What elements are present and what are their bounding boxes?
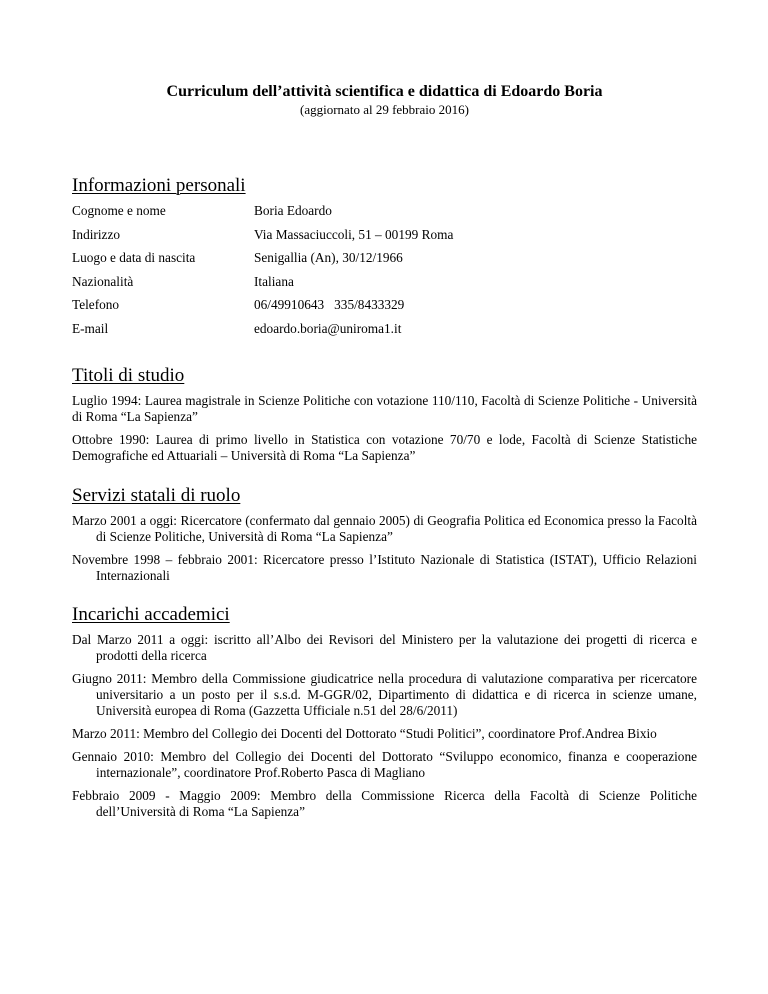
info-row <box>72 227 697 251</box>
section-heading-services: Servizi statali di ruolo <box>72 485 241 506</box>
document-body <box>72 82 697 827</box>
info-label: Telefono <box>72 297 120 312</box>
info-value: Senigallia (An), 30/12/1966 <box>254 250 403 265</box>
academic-entry: Gennaio 2010: Membro del Collegio dei Docenti del Dottorato “Sviluppo economico, finanza e cooperazione internazionale”, coordinatore Prof.Roberto Pasca di Magliano <box>72 749 697 780</box>
study-entry: Ottobre 1990: Laurea di primo livello in Statistica con votazione 70/70 e lode, Facoltà di Scienze Statistiche Demografiche ed Attuariali – Università di Roma “La Sapienza” <box>72 432 697 463</box>
section-heading-studies: Titoli di studio <box>72 365 185 386</box>
section-heading-personal-info: Informazioni personali <box>72 175 246 196</box>
section-heading-academic-roles: Incarichi accademici <box>72 604 230 625</box>
info-value: Italiana <box>254 273 294 289</box>
info-label: E-mail <box>72 320 109 336</box>
academic-entry: Dal Marzo 2011 a oggi: iscritto all’Albo dei Revisori del Ministero per la valutazione dei progetti di ricerca e prodotti della ricerca <box>72 632 697 663</box>
academic-entry: Febbraio 2009 - Maggio 2009: Membro della Commissione Ricerca della Facoltà di Scienze Politiche dell’Università di Roma “La Sapienza” <box>72 788 697 819</box>
info-row <box>72 321 697 345</box>
document-title: Curriculum dell’attività scientifica e didattica di Edoardo Boria <box>166 83 603 100</box>
info-row <box>72 203 697 227</box>
info-value: Boria Edoardo <box>254 203 332 218</box>
study-entry: Luglio 1994: Laurea magistrale in Scienze Politiche con votazione 110/110, Facoltà di Scienze Politiche - Università di Roma “La Sapienza” <box>72 393 697 424</box>
academic-entry: Giugno 2011: Membro della Commissione giudicatrice nella procedura di valutazione comparativa per ricercatore universitario a un posto per il s.s.d. M-GGR/02, Dipartimento di didattica e di ricerca in scienze umane, Università europea di Roma (Gazzetta Ufficiale n.51 del 28/6/2011) <box>72 671 697 718</box>
info-row <box>72 297 697 321</box>
personal-info-table <box>72 203 697 344</box>
info-row <box>72 274 697 298</box>
info-label: Luogo e data di nascita <box>72 250 196 265</box>
academic-entry: Marzo 2011: Membro del Collegio dei Docenti del Dottorato “Studi Politici”, coordinatore Prof.Andrea Bixio <box>72 726 657 741</box>
info-value: Via Massaciuccoli, 51 – 00199 Roma <box>254 226 454 242</box>
info-value: 06/49910643 335/8433329 <box>254 297 405 312</box>
info-label: Indirizzo <box>72 226 120 242</box>
email-value: edoardo.boria@uniroma1.it <box>254 320 402 336</box>
info-label: Cognome e nome <box>72 203 166 218</box>
info-row <box>72 250 697 274</box>
document-subtitle: (aggiornato al 29 febbraio 2016) <box>300 102 469 117</box>
service-entry: Marzo 2001 a oggi: Ricercatore (confermato dal gennaio 2005) di Geografia Politica ed Economica presso la Facoltà di Scienze Politiche, Università di Roma “La Sapienza” <box>72 513 697 544</box>
service-entry: Novembre 1998 – febbraio 2001: Ricercatore presso l’Istituto Nazionale di Statistica (ISTAT), Ufficio Relazioni Internazionali <box>72 552 697 583</box>
info-label: Nazionalità <box>72 273 134 289</box>
